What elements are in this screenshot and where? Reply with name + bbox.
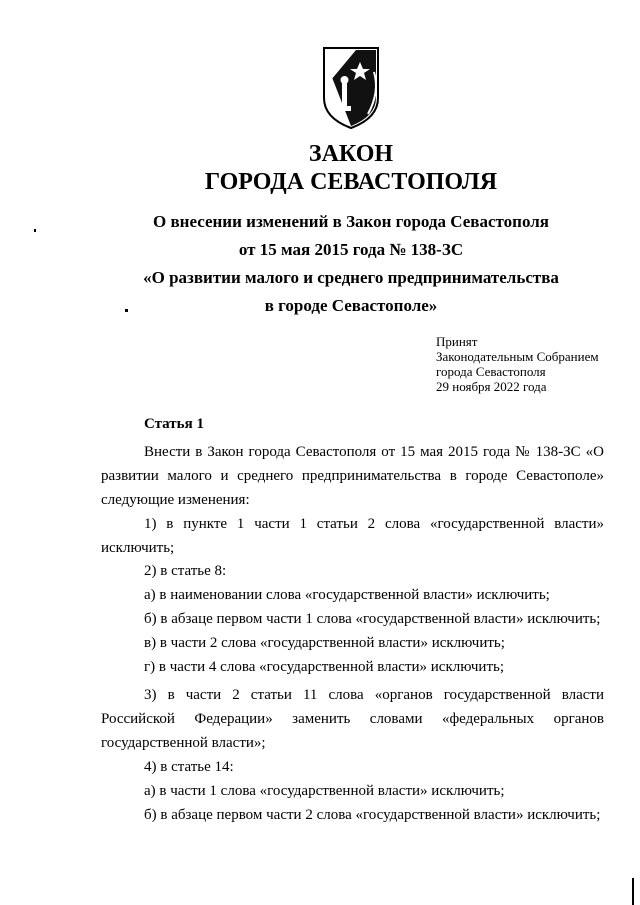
article-heading: Статья 1 bbox=[144, 416, 204, 432]
adopted-line3: города Севастополя bbox=[436, 364, 546, 379]
scan-speck bbox=[125, 309, 128, 312]
adoption-date: 29 ноября 2022 года bbox=[436, 379, 547, 394]
amendment-item-2c: в) в части 2 слова «государственной власти» исключить; bbox=[144, 635, 505, 651]
amendment-item-4a: а) в части 1 слова «государственной власти» исключить; bbox=[144, 783, 505, 799]
amendment-item-1: 1) в пункте 1 части 1 статьи 2 слова «государственной власти» исключить; bbox=[101, 516, 604, 556]
subtitle-line2: от 15 мая 2015 года № 138-ЗС bbox=[238, 240, 464, 259]
adoption-block bbox=[436, 334, 599, 394]
sevastopol-coat-of-arms-emblem bbox=[316, 42, 386, 130]
amendment-item-2b: б) в абзаце первом части 1 слова «государственной власти» исключить; bbox=[144, 611, 601, 627]
subtitle-line4: в городе Севастополе» bbox=[264, 296, 438, 315]
adopted-line1: Принят bbox=[436, 334, 478, 349]
subtitle-line3: «О развитии малого и среднего предпринимательства bbox=[143, 268, 559, 287]
amendment-item-4b: б) в абзаце первом части 2 слова «государственной власти» исключить; bbox=[144, 807, 601, 823]
scan-speck bbox=[34, 229, 36, 232]
amendment-item-4: 4) в статье 14: bbox=[144, 759, 234, 775]
amendment-item-3-line2: Российской Федерации» заменить словами «федеральных органов bbox=[101, 711, 604, 727]
law-title-line1: ЗАКОН bbox=[308, 141, 394, 167]
amendment-item-2d: г) в части 4 слова «государственной власти» исключить; bbox=[144, 659, 505, 675]
subtitle-line1: О внесении изменений в Закон города Севастополя bbox=[153, 212, 549, 231]
amendment-item-2: 2) в статье 8: bbox=[144, 563, 227, 579]
amendment-item-3-line3: государственной власти»; bbox=[101, 735, 266, 751]
scan-edge-mark bbox=[632, 878, 634, 905]
law-title-line2: ГОРОДА СЕВАСТОПОЛЯ bbox=[204, 169, 498, 195]
amendment-item-3-line1: 3) в части 2 статьи 11 слова «органов государственной власти bbox=[144, 687, 604, 703]
adopted-line2: Законодательным Собранием bbox=[436, 349, 599, 364]
article-intro-paragraph: Внести в Закон города Севастополя от 15 мая 2015 года № 138-ЗС «О развитии малого и среднего предпринимательства в городе Севастополе» следующие изменения: bbox=[101, 444, 604, 508]
amendment-item-2a: а) в наименовании слова «государственной власти» исключить; bbox=[144, 587, 550, 603]
